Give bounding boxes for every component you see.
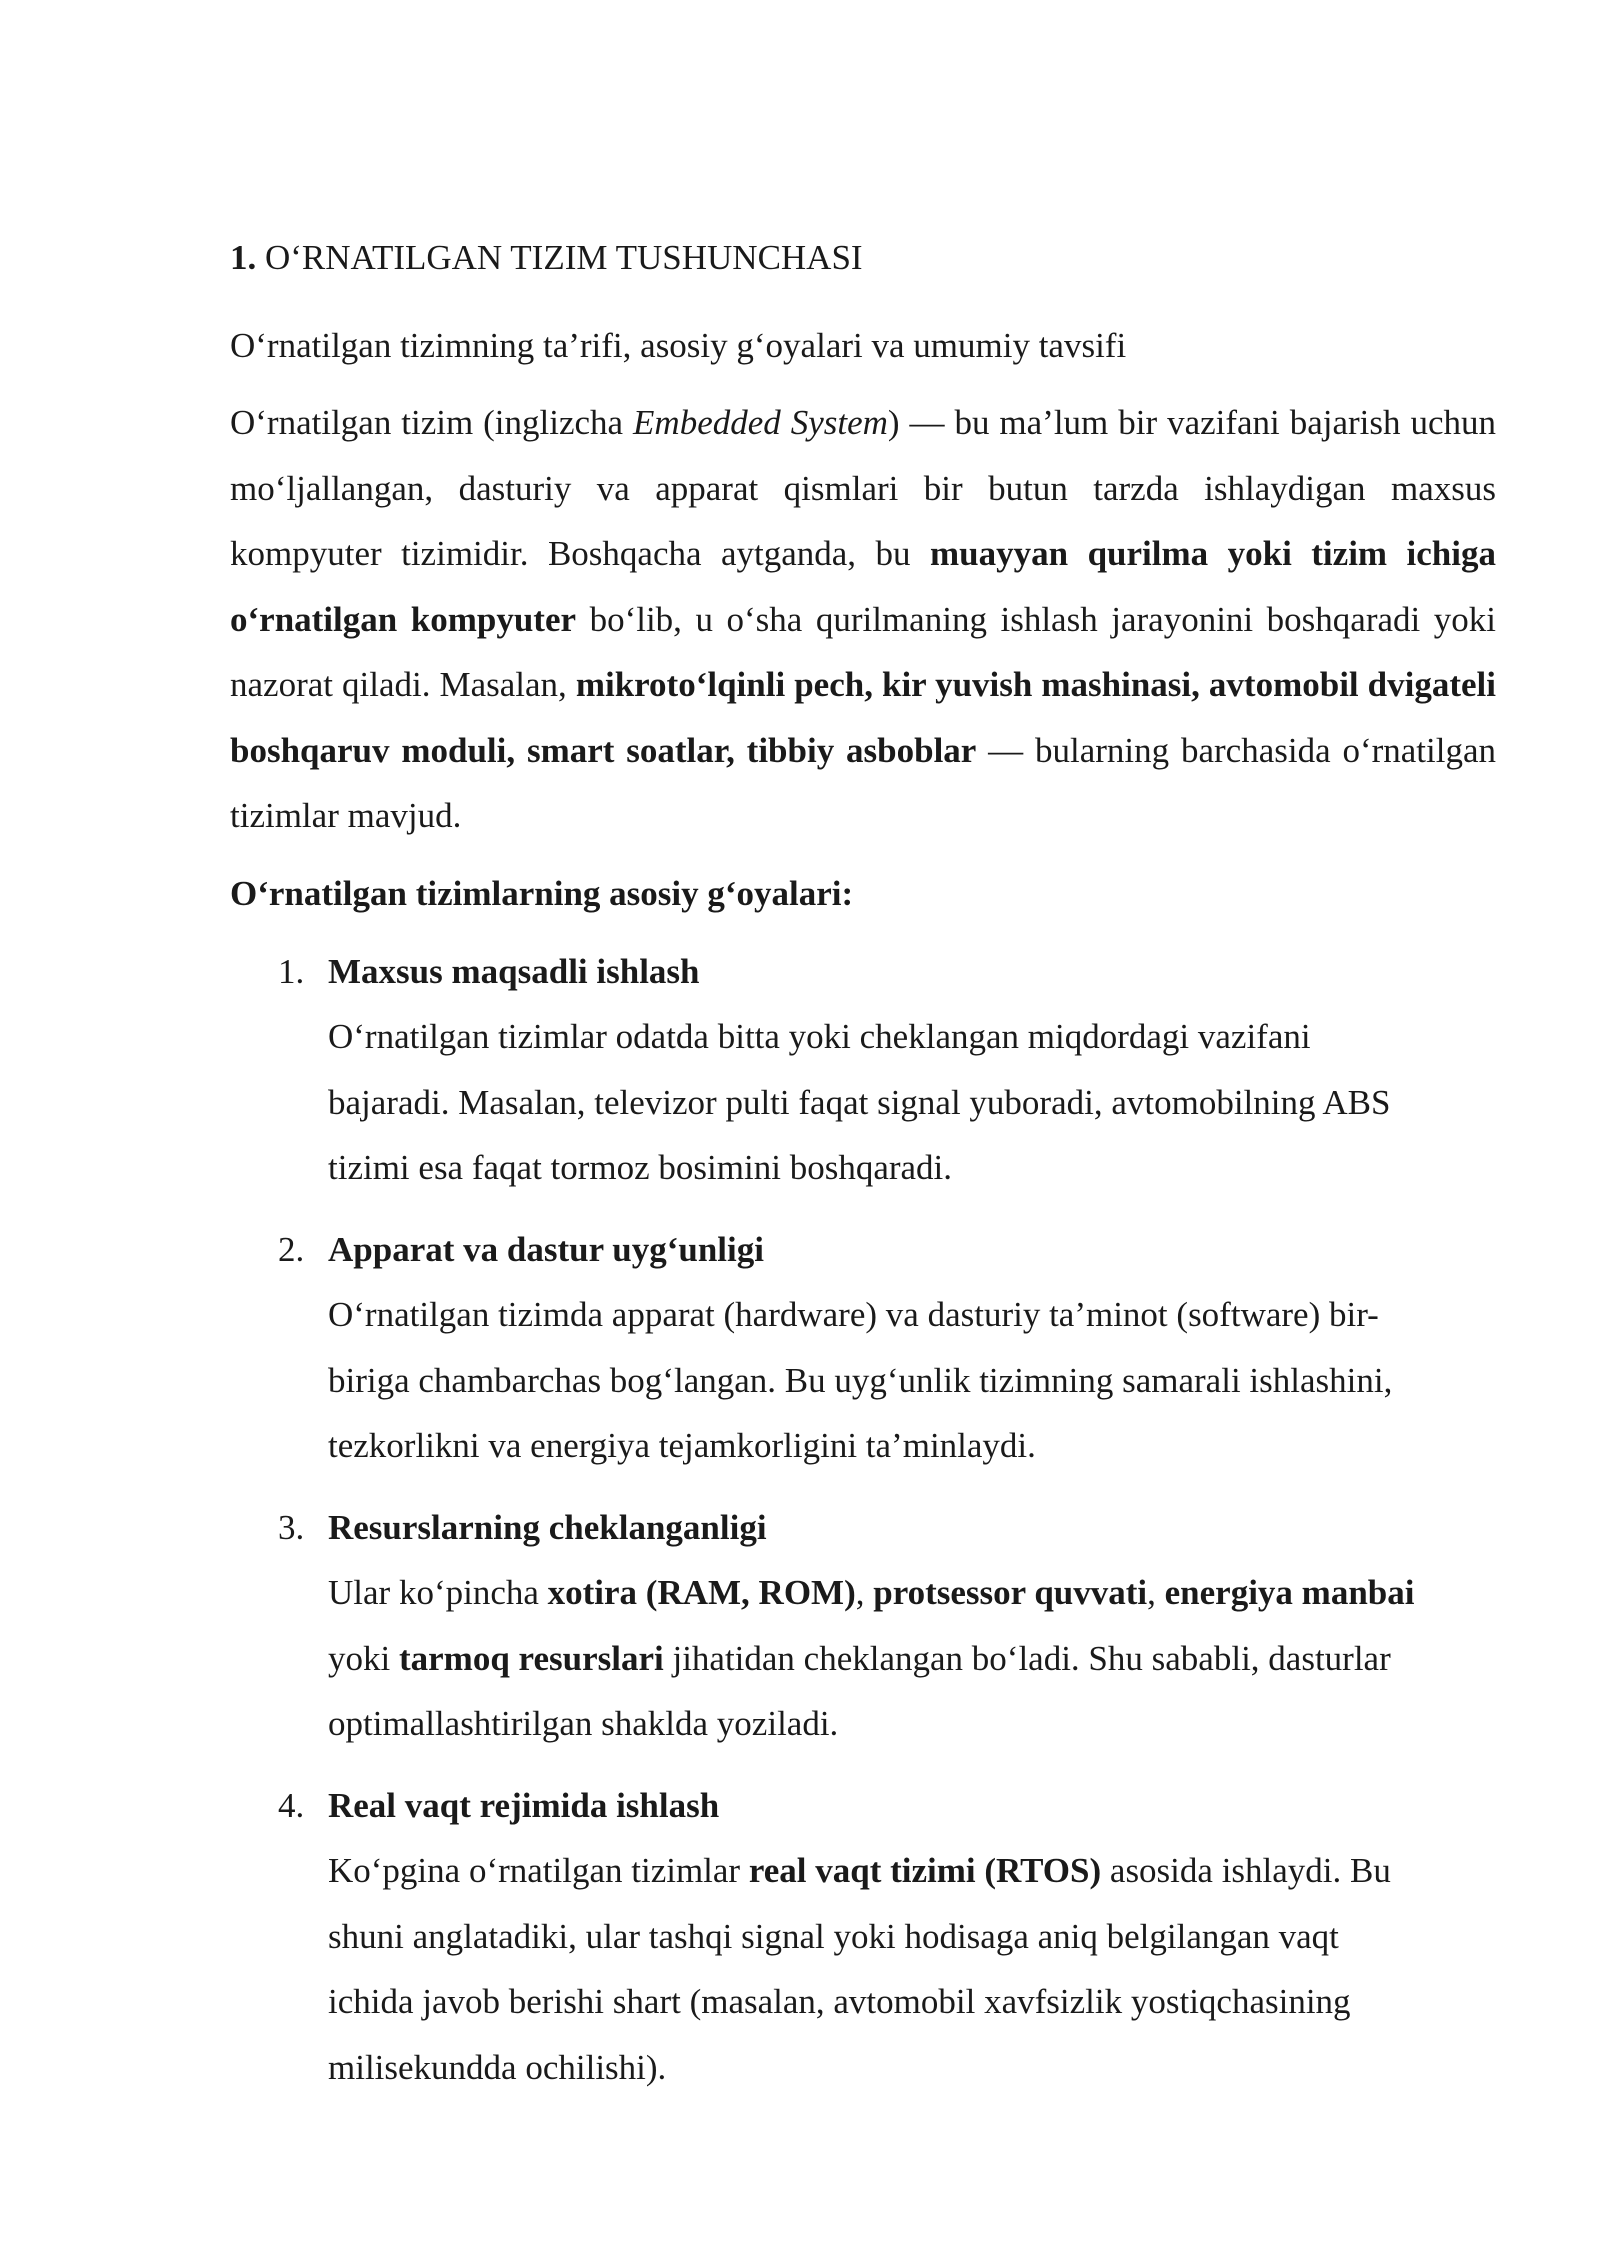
list-item-text: O‘rnatilgan tizimda apparat (hardware) va dasturiy ta’minot (software) bir-biriga chambarchas bog‘langan. Bu uyg‘unlik tizimning samarali ishlashini, tezkorlikni va energiya tejamkorligini ta’minlaydi. [328,1295,1393,1465]
list-item [230,1217,1496,1479]
section-title: O‘RNATILGAN TIZIM TUSHUNCHASI [256,238,863,277]
intro-paragraph: O‘rnatilgan tizim (inglizcha Embedded System) — bu ma’lum bir vazifani bajarish uchun mo‘ljallangan, dasturiy va apparat qismlari bir butun tarzda ishlaydigan maxsus kompyuter tizimidir. Boshqacha aytganda, bu muayyan qurilma yoki tizim ichiga o‘rnatilgan kompyuter bo‘lib, u o‘sha qurilmaning ishlash jarayonini boshqaradi yoki nazorat qiladi. Masalan, mikroto‘lqinli pech, kir yuvish mashinasi, avtomobil dvigateli boshqaruv moduli, smart soatlar, tibbiy asboblar — bularning barchasida o‘rnatilgan tizimlar mavjud. [230,403,1497,835]
document-page [230,228,1496,2116]
list-item-title: Apparat va dastur uyg‘unligi [328,1229,764,1269]
list-number: 4. [278,1785,305,1825]
list-item [230,1495,1496,1757]
section-number: 1. [230,238,257,277]
list-item-title: Resurslarning cheklanganligi [328,1507,767,1547]
section-heading [230,228,1496,288]
ideas-heading: O‘rnatilgan tizimlarning asosiy g‘oyalari: [230,873,854,913]
ideas-list [230,939,1496,2101]
list-item-title: Real vaqt rejimida ishlash [328,1785,720,1825]
list-item-text: Ko‘pgina o‘rnatilgan tizimlar real vaqt tizimi (RTOS) asosida ishlaydi. Bu shuni anglatadiki, ular tashqi signal yoki hodisaga aniq belgilangan vaqt ichida javob berishi shart (masalan, avtomobil xavfsizlik yostiqchasining milisekundda ochilishi). [328,1851,1391,2087]
list-item-text: O‘rnatilgan tizimlar odatda bitta yoki cheklangan miqdordagi vazifani bajaradi. Masalan, televizor pulti faqat signal yuboradi, avtomobilning ABS tizimi esa faqat tormoz bosimini boshqaradi. [328,1017,1391,1187]
examples-emphasis: mikroto‘lqinli pech, kir yuvish mashinasi, avtomobil dvigateli boshqaruv moduli, smart soatlar, tibbiy asboblar [230,665,1496,770]
list-item [230,1773,1496,2101]
definition-emphasis: muayyan qurilma yoki tizim ichiga o‘rnatilgan kompyuter [230,534,1496,639]
term-embedded-system: Embedded System [633,403,888,442]
list-number: 1. [278,951,305,991]
list-number: 2. [278,1229,305,1269]
list-item-title: Maxsus maqsadli ishlash [328,951,700,991]
list-item [230,939,1496,1201]
subtitle: O‘rnatilgan tizimning ta’rifi, asosiy g‘oyalari va umumiy tavsifi [230,326,1127,365]
list-number: 3. [278,1507,305,1547]
list-item-text: Ular ko‘pincha xotira (RAM, ROM), protsessor quvvati, energiya manbai yoki tarmoq resurslari jihatidan cheklangan bo‘ladi. Shu sababli, dasturlar optimallashtirilgan shaklda yoziladi. [328,1573,1415,1743]
